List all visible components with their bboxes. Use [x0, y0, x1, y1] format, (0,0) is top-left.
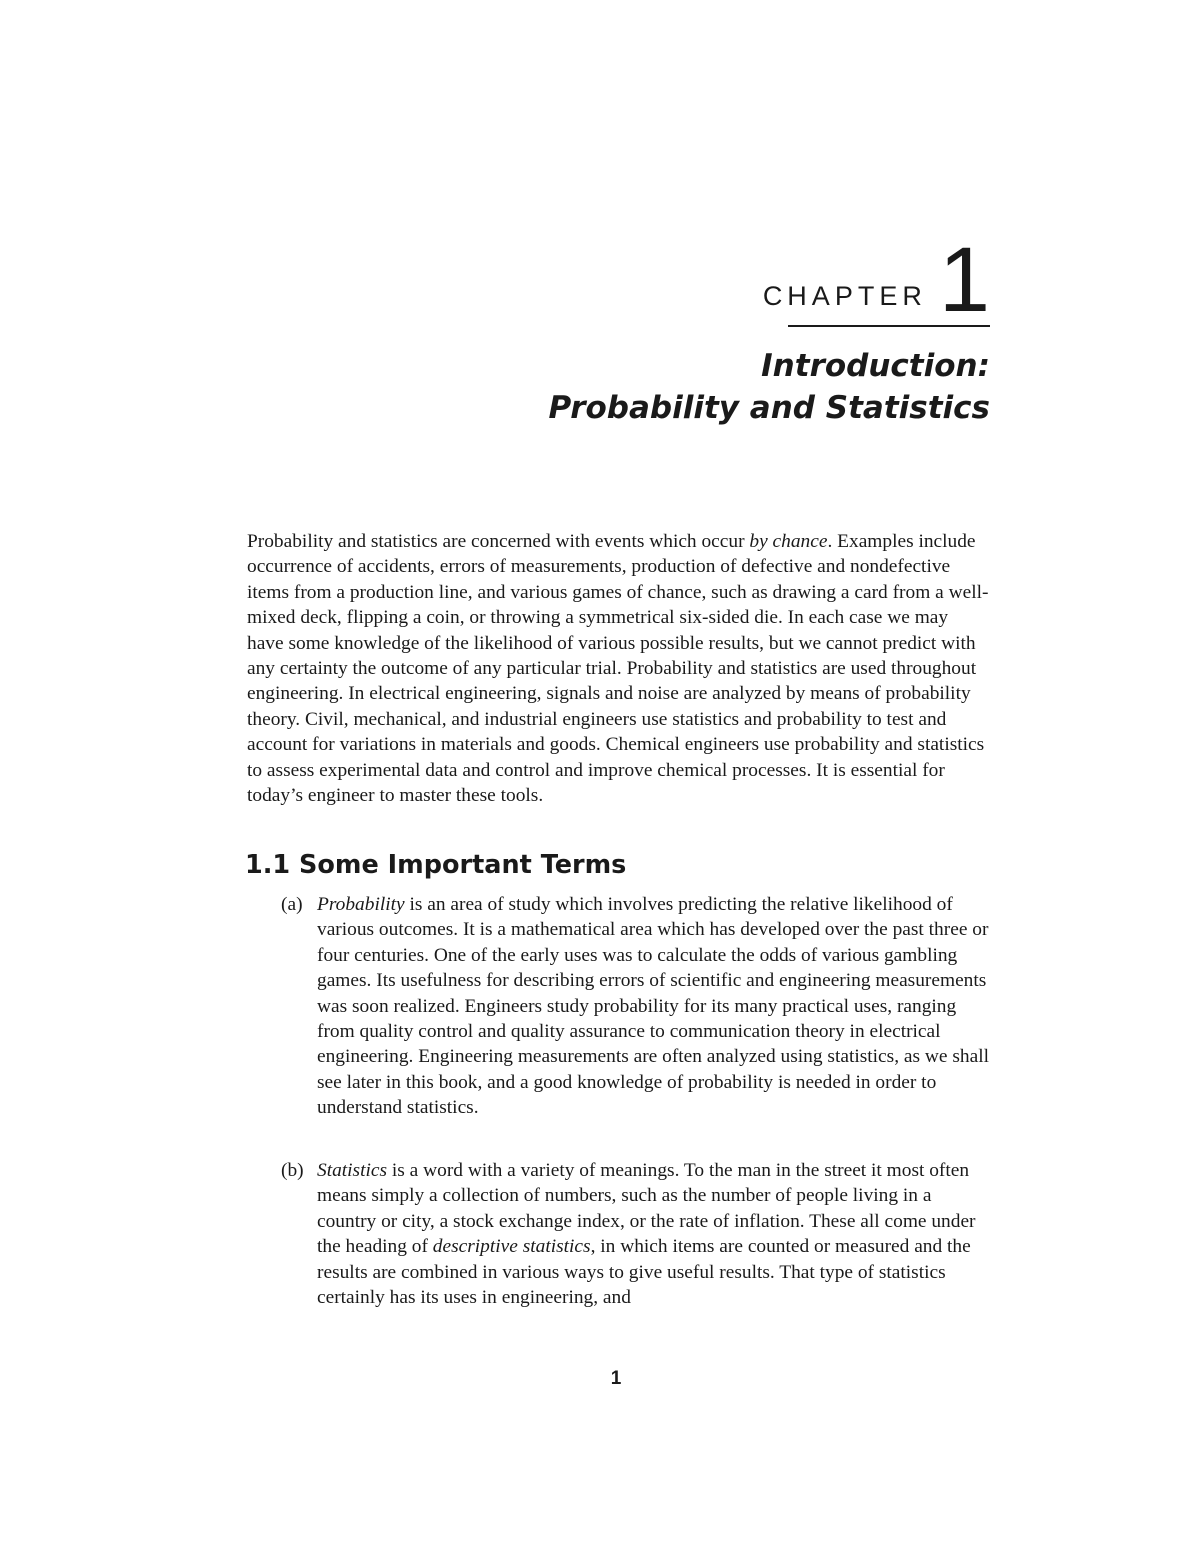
- intro-paragraph: [247, 529, 989, 808]
- intro-emphasis: by chance: [749, 531, 828, 552]
- chapter-label: CHAPTER: [762, 281, 927, 311]
- term-name: Probability: [317, 894, 405, 915]
- term-definition: is an area of study which involves predicting the relative likelihood of various outcomes. It is a mathematical area which has developed over the past three or four centuries. One of the early uses was to calculate the odds of various gambling games. Its usefulness for describing errors of scientific and engineering measurements was soon realized. Engineers study probability for its many practical uses, ranging from quality control and quality assurance to communication theory in electrical engineering. Engineering measurements are often analyzed using statistics, as we shall see later in this book, and a good knowledge of probability is needed in order to understand statistics.: [317, 894, 989, 1119]
- chapter-number: 1: [938, 229, 990, 331]
- term-name: Statistics: [317, 1160, 388, 1181]
- term-definition-start: is a word with a variety of meanings. To the man in the street it most often means simply a collection of numbers, such as the number of people living in a country or city, a stock exchange index, or the rate of inflation. These all come under the heading of: [317, 1160, 976, 1258]
- chapter-title-line-2: Probability and Statistics: [548, 390, 990, 426]
- intro-text-end: . Examples include occurrence of accidents, errors of measurements, production of defective and nondefective items from a production line, and various games of chance, such as drawing a card from a well-mixed deck, flipping a coin, or throwing a symmetrical six-sided die. In each case we may have some knowledge of the likelihood of various possible results, but we cannot predict with any certainty the outcome of any particular trial. Probability and statistics are used throughout engineering. In electrical engineering, signals and noise are analyzed by means of probability theory. Civil, mechanical, and industrial engineers use statistics and probability to test and account for variations in materials and goods. Chemical engineers use probability and statistics to assess experimental data and control and improve chemical processes. It is essential for today’s engineer to master these tools.: [247, 531, 989, 807]
- chapter-title: [520, 345, 990, 429]
- term-emphasis: descriptive statistics: [432, 1236, 591, 1258]
- term-item-probability: [281, 892, 989, 1121]
- term-marker: (b): [281, 1160, 304, 1181]
- term-marker: (a): [281, 894, 303, 915]
- page-number: 1: [610, 1368, 622, 1389]
- term-item-statistics: [281, 1158, 989, 1310]
- chapter-title-line-1: Introduction:: [761, 348, 990, 384]
- intro-text-start: Probability and statistics are concerned with events which occur: [247, 531, 750, 552]
- term-definition-end: , in which items are counted or measured and the results are combined in various ways to give useful results. That type of statistics certainly has its uses in engineering, and: [317, 1236, 971, 1309]
- chapter-header: [560, 229, 990, 331]
- chapter-rule: [788, 325, 990, 327]
- chapter-label-line: [560, 229, 990, 331]
- section-heading: 1.1 Some Important Terms: [245, 850, 627, 880]
